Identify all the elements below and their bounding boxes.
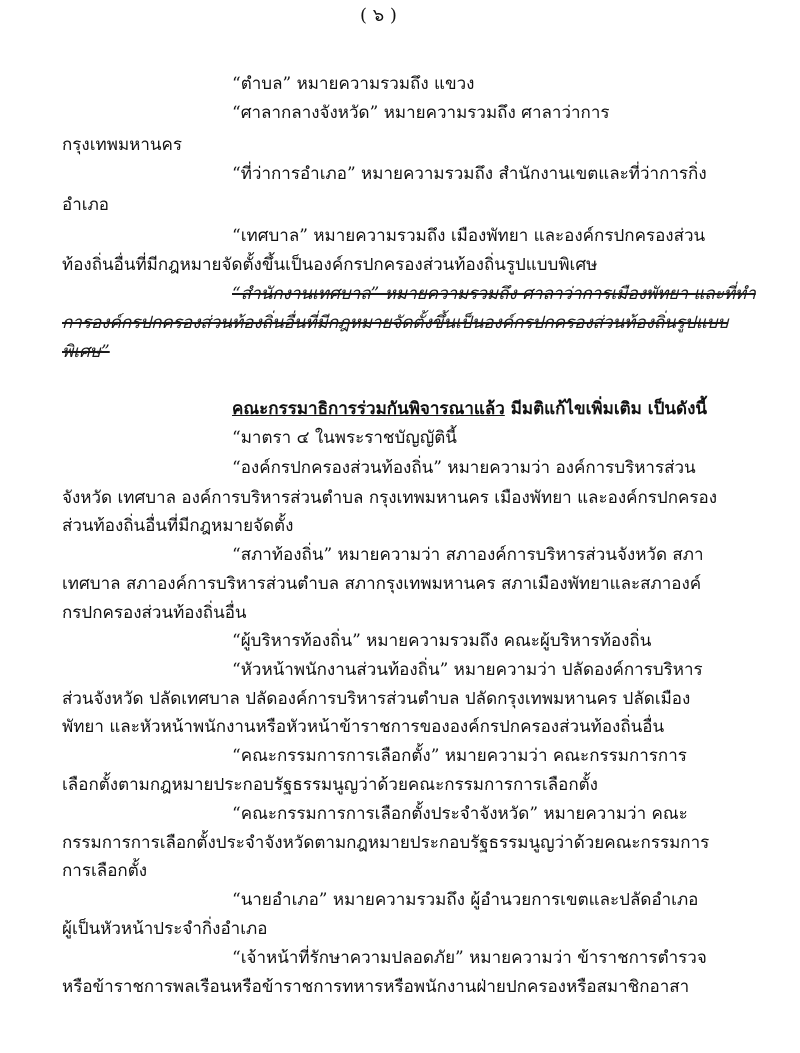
def-local-council-cont-1: เทศบาล สภาองค์การบริหารส่วนตำบล สภากรุงเทพมหานคร สภาเมืองพัทยาและสภาองค์	[62, 574, 702, 594]
def-head-local-staff-cont-2: พัทยา และหัวหน้าพนักงานหรือหัวหน้าข้าราชการขององค์กรปกครองส่วนท้องถิ่นอื่น	[62, 717, 665, 737]
def-local-gov-org: “องค์กรปกครองส่วนท้องถิ่น” หมายความว่า องค์การบริหารส่วน	[232, 458, 696, 478]
definition-municipality: “เทศบาล” หมายความรวมถึง เมืองพัทยา และองค์กรปกครองส่วน	[232, 226, 706, 246]
def-district-chief-cont: ผู้เป็นหัวหน้าประจำกิ่งอำเภอ	[62, 919, 268, 939]
page-number: ( ๖ )	[360, 5, 397, 26]
definition-district-office-cont: อำเภอ	[62, 195, 109, 215]
def-district-chief: “นายอำเภอ” หมายความรวมถึง ผู้อำนวยการเขตและปลัดอำเภอ	[232, 890, 699, 910]
def-election-commission-cont: เลือกตั้งตามกฎหมายประกอบรัฐธรรมนูญว่าด้วยคณะกรรมการการเลือกตั้ง	[62, 775, 598, 795]
def-local-council-cont-2: กรปกครองส่วนท้องถิ่นอื่น	[62, 603, 247, 623]
def-provincial-election-commission: “คณะกรรมการการเลือกตั้งประจำจังหวัด” หมายความว่า คณะ	[232, 804, 688, 824]
def-provincial-election-commission-cont-2: การเลือกตั้ง	[62, 861, 148, 881]
struck-definition-line-3: พิเศษ”	[62, 342, 110, 362]
struck-definition-line-1: “สำนักงานเทศบาล” หมายความรวมถึง ศาลาว่าการเมืองพัทยา และที่ทำ	[232, 284, 756, 304]
committee-heading-underlined: คณะกรรมาธิการร่วมกันพิจารณาแล้ว	[232, 399, 505, 419]
def-head-local-staff-cont-1: ส่วนจังหวัด ปลัดเทศบาล ปลัดองค์การบริหารส่วนตำบล ปลัดกรุงเทพมหานคร ปลัดเมือง	[62, 689, 691, 709]
definition-tambon: “ตำบล” หมายความรวมถึง แขวง	[232, 74, 475, 94]
def-local-council: “สภาท้องถิ่น” หมายความว่า สภาองค์การบริหารส่วนจังหวัด สภา	[232, 545, 704, 565]
def-election-commission: “คณะกรรมการการเลือกตั้ง” หมายความว่า คณะกรรมการการ	[232, 746, 687, 766]
section-4-title: “มาตรา ๔ ในพระราชบัญญัตินี้	[232, 428, 457, 448]
def-security-officer-cont: หรือข้าราชการพลเรือนหรือข้าราชการทหารหรือพนักงานฝ่ายปกครองหรือสมาชิกอาสา	[62, 977, 690, 997]
definition-provincial-hall-cont: กรุงเทพมหานคร	[62, 135, 183, 155]
def-provincial-election-commission-cont-1: กรรมการการเลือกตั้งประจำจังหวัดตามกฎหมายประกอบรัฐธรรมนูญว่าด้วยคณะกรรมการ	[62, 833, 710, 853]
def-security-officer: “เจ้าหน้าที่รักษาความปลอดภัย” หมายความว่า ข้าราชการตำรวจ	[232, 948, 707, 968]
definition-provincial-hall: “ศาลากลางจังหวัด” หมายความรวมถึง ศาลาว่าการ	[232, 103, 610, 123]
def-head-local-staff: “หัวหน้าพนักงานส่วนท้องถิ่น” หมายความว่า ปลัดองค์การบริหาร	[232, 660, 703, 680]
struck-definition-line-2: การองค์กรปกครองส่วนท้องถิ่นอื่นที่มีกฎหมายจัดตั้งขึ้นเป็นองค์กรปกครองส่วนท้องถิ่นรูปแบบ	[62, 313, 729, 333]
def-local-executive: “ผู้บริหารท้องถิ่น” หมายความรวมถึง คณะผู้บริหารท้องถิ่น	[232, 631, 652, 651]
committee-heading	[232, 398, 707, 420]
def-local-gov-org-cont-2: ส่วนท้องถิ่นอื่นที่มีกฎหมายจัดตั้ง	[62, 516, 294, 536]
definition-district-office: “ที่ว่าการอำเภอ” หมายความรวมถึง สำนักงานเขตและที่ว่าการกิ่ง	[232, 164, 707, 184]
committee-heading-rest: มีมติแก้ไขเพิ่มเติม เป็นดังนี้	[504, 399, 707, 419]
definition-municipality-cont: ท้องถิ่นอื่นที่มีกฎหมายจัดตั้งขึ้นเป็นองค์กรปกครองส่วนท้องถิ่นรูปแบบพิเศษ	[62, 255, 598, 275]
def-local-gov-org-cont-1: จังหวัด เทศบาล องค์การบริหารส่วนตำบล กรุงเทพมหานคร เมืองพัทยา และองค์กรปกครอง	[62, 488, 718, 508]
